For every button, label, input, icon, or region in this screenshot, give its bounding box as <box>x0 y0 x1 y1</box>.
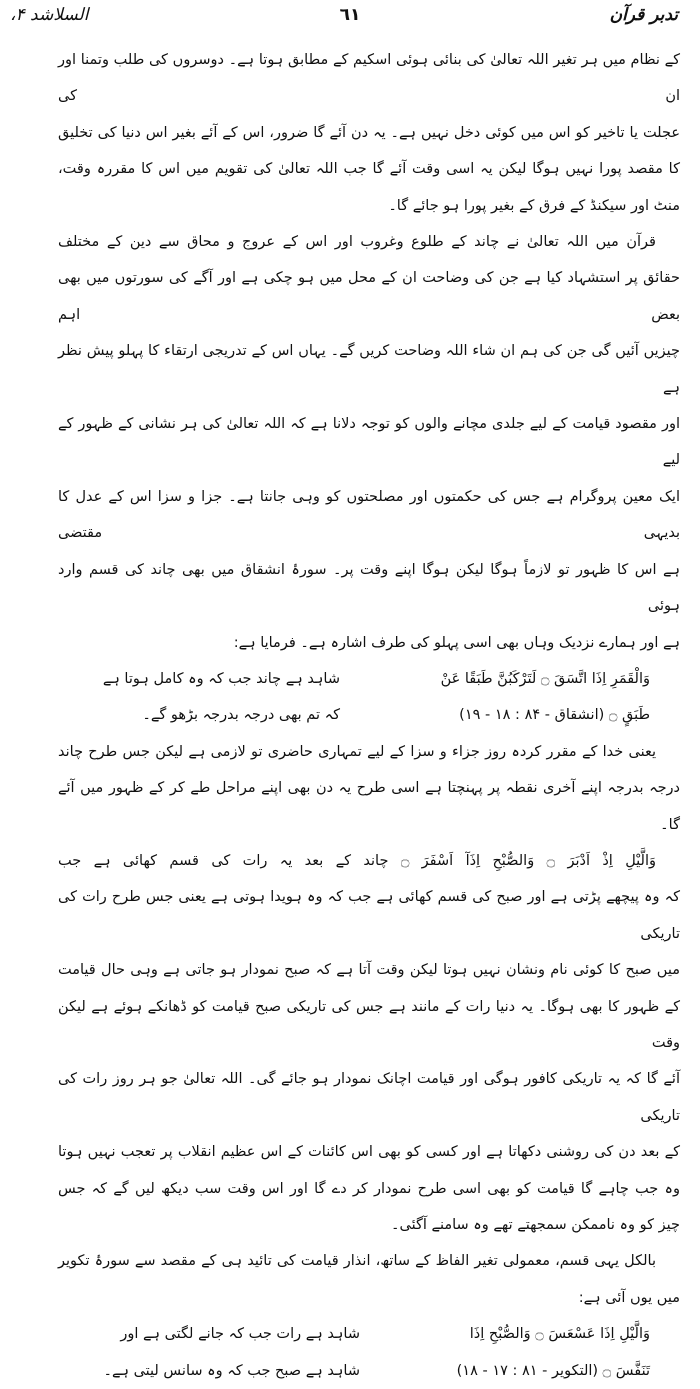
text-line: کہ وہ پیچھے پڑتی ہے اور صبح کی قسم کھائی ہے جب کہ وہ ہویدا ہوتی ہے یعنی جس طرح رات کی تاریکی <box>58 889 680 942</box>
verse-row <box>58 661 680 697</box>
verse-arabic: وَالَّيْلِ اِذَا عَسْعَسَ ۝ وَالصُّبْحِ اِذَا <box>469 1326 650 1343</box>
text-line: عجلت یا تاخیر کو اس میں کوئی دخل نہیں ہے۔ یہ دن آئے گا ضرور، اس کے آئے بغیر اس دنیا کی تخلیق <box>58 124 680 141</box>
text-line: ہے اس کا ظہور تو لازماً ہوگا لیکن ہوگا اپنے وقت پر۔ سورۂ انشقاق میں بھی چاند کی قسم وارد ہوئی <box>58 561 680 615</box>
text-line: وہ جب چاہے گا قیامت کو بھی اسی طرح نمودار کر دے گا اور اس وقت سب دیکھ لیں گے کہ جس <box>58 1180 680 1197</box>
text-line: حقائق پر استشہاد کیا ہے جن کی وضاحت ان کے محل میں ہو چکی ہے اور آگے کی سورتوں میں بھی بعض اہم <box>58 270 680 323</box>
text-line: وَالَّيْلِ اِذْ اَدْبَرَ ۝ وَالصُّبْحِ اِذَآ اَسْفَرَ ۝ چاند کے بعد یہ رات کی قسم کھائی ہے جب <box>58 852 656 869</box>
text-line: کے نظام میں ہر تغیر اللہ تعالیٰ کی بنائی ہوئی اسکیم کے مطابق ہوتا ہے۔ دوسروں کی طلب وتمنا اور ان کی <box>58 52 680 105</box>
page-body <box>58 42 680 1389</box>
verse-translation: شاہد ہے صبح جب کہ وہ سانس لیتی ہے۔ <box>103 1362 360 1379</box>
verse-row <box>58 1353 680 1389</box>
text-line: اور مقصود قیامت کے لیے جلدی مچانے والوں کو توجہ دلانا ہے کہ اللہ تعالیٰ کی ہر نشانی کے ظہور کے لیے <box>58 416 680 469</box>
text-line: یعنی خدا کے مقرر کردہ روز جزاء و سزا کے لیے تمہاری حاضری تو لازمی ہے لیکن جس طرح چاند <box>58 743 656 760</box>
text-line: درجہ بدرجہ اپنے آخری نقطہ پر پہنچتا ہے اسی طرح یہ دن بھی اپنے مراحل طے کر کے ظہور میں آئے گا۔ <box>58 780 680 833</box>
text-line: آئے گا کہ یہ تاریکی کافور ہوگی اور قیامت اچانک نمودار ہو جائے گی۔ اللہ تعالیٰ جو ہر روز رات کی تاریکی <box>58 1071 680 1124</box>
text-line: ایک معین پروگرام ہے جس کی حکمتوں اور مصلحتوں کو وہی جانتا ہے۔ جزا و سزا اس کے عدل کا بدیہی مقتضی <box>58 488 680 542</box>
verse-translation: شاہد ہے رات جب کہ جانے لگتی ہے اور <box>120 1326 360 1343</box>
verse-arabic: طَبَقٍ ۝ (انشقاق - ۸۴ : ۱۸ - ۱۹) <box>459 707 650 724</box>
running-title: تدبر قرآن <box>609 5 678 25</box>
issue-label: السلاشد ۴، <box>10 5 89 25</box>
text-line: میں یوں آئی ہے: <box>578 1289 680 1306</box>
verse-arabic: تَنَفَّسَ ۝ (التکویر - ۸۱ : ۱۷ - ۱۸) <box>456 1362 650 1379</box>
text-line: ہے اور ہمارے نزدیک وہاں بھی اسی پہلو کی طرف اشارہ ہے۔ فرمایا ہے: <box>233 634 680 651</box>
verse-translation: کہ تم بھی درجہ بدرجہ بڑھو گے۔ <box>142 707 340 724</box>
verse-row <box>58 1316 680 1352</box>
text-line: منٹ اور سیکنڈ کے فرق کے بغیر پورا ہو جائے گا۔ <box>388 197 680 214</box>
text-line: میں صبح کا کوئی نام ونشان نہیں ہوتا لیکن وقت آتا ہے کہ صبح نمودار ہو جاتی ہے وہی حال قیامت <box>58 962 680 979</box>
verse-arabic: وَالْقَمَرِ اِذَا اتَّسَقَ ۝ لَتَرْكَبُنَّ طَبَقًا عَنْ <box>440 670 650 687</box>
verse-translation: شاہد ہے چاند جب کہ وہ کامل ہوتا ہے <box>102 670 340 687</box>
text-line: کے ظہور کا بھی ہوگا۔ یہ دنیا رات کے مانند ہے جس کی تاریکی صبح قیامت کو ڈھانکے ہوئے ہے لیکن وقت <box>58 998 680 1051</box>
text-line: قرآن میں اللہ تعالیٰ نے چاند کے طلوع وغروب اور اس کے عروج و محاق سے دین کے مختلف <box>58 234 656 251</box>
verse-row <box>58 697 680 733</box>
text-line: کا مقصد پورا نہیں ہوگا لیکن یہ اسی وقت آئے گا جب اللہ تعالیٰ کی تقویم میں اس کا مقررہ وقت، <box>58 161 680 178</box>
text-line: بالکل یہی قسم، معمولی تغیر الفاظ کے ساتھ، انذار قیامت کی تائید ہی کے مقصد سے سورۂ تکویر <box>58 1253 656 1270</box>
text-line: چیزیں آئیں گی جن کی ہم ان شاء اللہ وضاحت کریں گے۔ یہاں اس کے تدریجی ارتقاء کا پہلو پیش نظر ہے <box>58 343 680 396</box>
text-line: چیز کو وہ ناممکن سمجھتے تھے وہ سامنے آگئی۔ <box>390 1216 680 1233</box>
text-line: کے بعد دن کی روشنی دکھاتا ہے اور کسی کو بھی اس کائنات کے اس عظیم انقلاب پر تعجب نہیں ہوتا <box>58 1144 680 1161</box>
page-number: ٦١ <box>339 5 361 25</box>
